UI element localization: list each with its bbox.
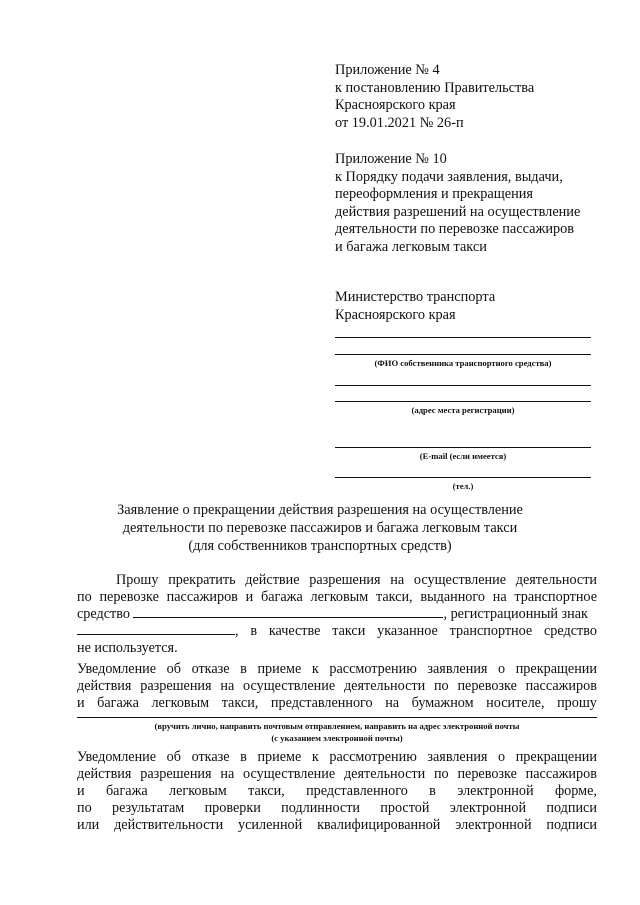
appendix-10-line: Приложение № 10 xyxy=(335,151,447,167)
appendix-10-line: деятельности по перевозке пассажиров xyxy=(335,221,575,237)
body-line: по перевозке пассажиров и багажа легковым такси, выданного на транспортное xyxy=(77,589,597,605)
address-line-2[interactable] xyxy=(335,401,591,402)
body-line: средство , регистрационный знак xyxy=(77,606,588,622)
vehicle-blank[interactable] xyxy=(133,606,443,618)
delivery-method-caption-2: (с указанием электронной почты) xyxy=(271,733,403,743)
phone-line[interactable] xyxy=(335,477,591,478)
delivery-method-line[interactable] xyxy=(77,717,597,718)
title-line: Заявление о прекращении действия разрешения на осуществление xyxy=(117,502,523,518)
appendix-4-header xyxy=(335,62,605,132)
appendix-10-line: к Порядку подачи заявления, выдачи, xyxy=(335,168,563,185)
body-line: и багажа легковым такси, представленного в электронной форме, xyxy=(77,783,597,799)
address-line-1[interactable] xyxy=(335,385,591,386)
owner-name-line-2[interactable] xyxy=(335,354,591,355)
email-caption: (E-mail (если имеется) xyxy=(419,451,507,461)
addressee-line: Красноярского края xyxy=(335,306,456,323)
body-line: не используется. xyxy=(77,640,178,656)
phone-caption: (тел.) xyxy=(452,481,474,491)
addressee-block xyxy=(335,289,605,324)
appendix-10-line: переоформления и прекращения xyxy=(335,186,534,202)
appendix-10-line: и багажа легковым такси xyxy=(335,238,487,255)
body-line: или действительности усиленной квалифицированной электронной подписи xyxy=(77,817,597,833)
body-line: и багажа легковым такси, представленного на бумажном носителе, прошу xyxy=(77,695,597,711)
plate-blank[interactable] xyxy=(77,623,235,635)
title-line: (для собственников транспортных средств) xyxy=(188,537,452,554)
application-title xyxy=(70,502,570,555)
address-caption: (адрес места регистрации) xyxy=(411,405,515,415)
body-line: по результатам проверки подлинности простой электронной подписи xyxy=(77,800,597,816)
body-line: Прошу прекратить действие разрешения на осуществление деятельности xyxy=(116,572,597,588)
owner-name-caption: (ФИО собственника транспортного средства) xyxy=(374,358,552,368)
appendix-10-line: действия разрешений на осуществление xyxy=(335,203,581,220)
appendix-4-line: Красноярского края xyxy=(335,97,456,113)
body-line: Уведомление об отказе в приеме к рассмотрению заявления о прекращении xyxy=(77,661,597,677)
body-line: действия разрешения на осуществление деятельности по перевозке пассажиров xyxy=(77,678,597,694)
appendix-4-line: к постановлению Правительства xyxy=(335,79,535,96)
body-line: Уведомление об отказе в приеме к рассмотрению заявления о прекращении xyxy=(77,749,597,765)
delivery-method-caption: (вручить лично, направить почтовым отправлением, направить на адрес электронной почты xyxy=(154,721,520,731)
body-line: , в качестве такси указанное транспортное средство xyxy=(77,623,597,640)
title-line: деятельности по перевозке пассажиров и багажа легковым такси xyxy=(122,519,518,536)
email-line[interactable] xyxy=(335,447,591,448)
appendix-4-line: Приложение № 4 xyxy=(335,62,440,78)
appendix-4-line: от 19.01.2021 № 26-п xyxy=(335,114,464,131)
addressee-line: Министерство транспорта xyxy=(335,289,496,305)
owner-name-line-1[interactable] xyxy=(335,337,591,338)
appendix-10-header xyxy=(335,151,605,256)
body-line: действия разрешения на осуществление деятельности по перевозке пассажиров xyxy=(77,766,597,782)
